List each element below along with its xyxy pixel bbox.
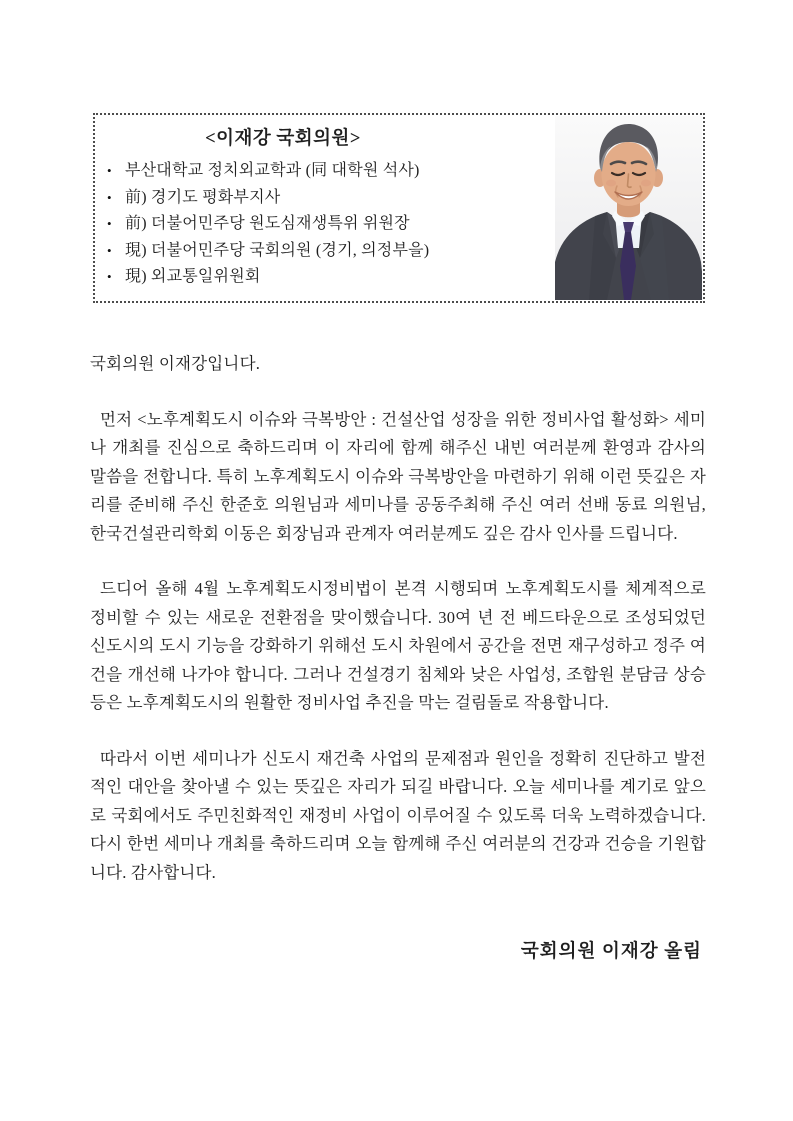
letter-paragraph: 따라서 이번 세미나가 신도시 재건축 사업의 문제점과 원인을 정확히 진단하고 발전적인 대안을 찾아낼 수 있는 뜻깊은 자리가 되길 바랍니다. 오늘 세미나를 계기로 앞으로 국회에서도 주민친화적인 재정비 사업이 이루어질 수 있도록 더욱 노력하겠습니다. 다시 한번 세미나 개최를 축하드리며 오늘 함께해 주신 여러분의 건강과 건승을 기원합니다. 감사합니다. [90,748,706,882]
letter-greeting: 국회의원 이재강입니다. [90,354,261,373]
credential-text: 前) 더불어민주당 원도심재생특위 위원장 [125,215,410,232]
profile-title: <이재강 국회의원> [205,129,361,149]
profile-text-column [95,115,553,301]
credential-item [107,158,553,185]
letter-paragraph: 드디어 올해 4월 노후계획도시정비법이 본격 시행되며 노후계획도시를 체계적으로 정비할 수 있는 새로운 전환점을 맞이했습니다. 30여 년 전 베드타운으로 조성되었던 신도시의 도시 기능을 강화하기 위해선 도시 차원에서 공간을 전면 재구성하고 정주 여건을 개선해 나가야 합니다. 그러나 건설경기 침체와 낮은 사업성, 조합원 분담금 상승 등은 노후계획도시의 원활한 정비사업 추진을 막는 걸림돌로 작용합니다. [90,579,706,712]
credential-text: 現) 외교통일위원회 [125,268,261,285]
bullet-icon: • [107,269,112,284]
credentials-list [107,158,553,291]
credential-item [107,238,553,265]
credential-item [107,264,553,291]
bullet-icon: • [107,216,112,231]
credential-text: 부산대학교 정치외교학과 (同 대학원 석사) [125,162,420,179]
bullet-icon: • [107,242,112,258]
credential-text: 現) 더불어민주당 국회의원 (경기, 의정부을) [125,241,430,259]
credential-item [107,185,553,212]
letter-body [90,350,706,963]
portrait-photo [555,116,702,300]
bullet-icon: • [107,189,112,205]
letter-signature: 국회의원 이재강 올림 [520,942,702,962]
letter-paragraph: 먼저 <노후계획도시 이슈와 극복방안 : 건설산업 성장을 위한 정비사업 활성화> 세미나 개최를 진심으로 축하드리며 이 자리에 함께 해주신 내빈 여러분께 환영과 감사의 말씀을 전합니다. 특히 노후계획도시 이슈와 극복방안을 마련하기 위해 이런 뜻깊은 자리를 준비해 주신 한준호 의원님과 세미나를 공동주최해 주신 여러 선배 동료 의원님, 한국건설관리학회 이동은 회장님과 관계자 여러분께도 깊은 감사 인사를 드립니다. [90,409,706,543]
profile-box [93,113,705,303]
credential-item [107,211,553,238]
bullet-icon: • [107,163,112,178]
credential-text: 前) 경기도 평화부지사 [125,188,281,206]
